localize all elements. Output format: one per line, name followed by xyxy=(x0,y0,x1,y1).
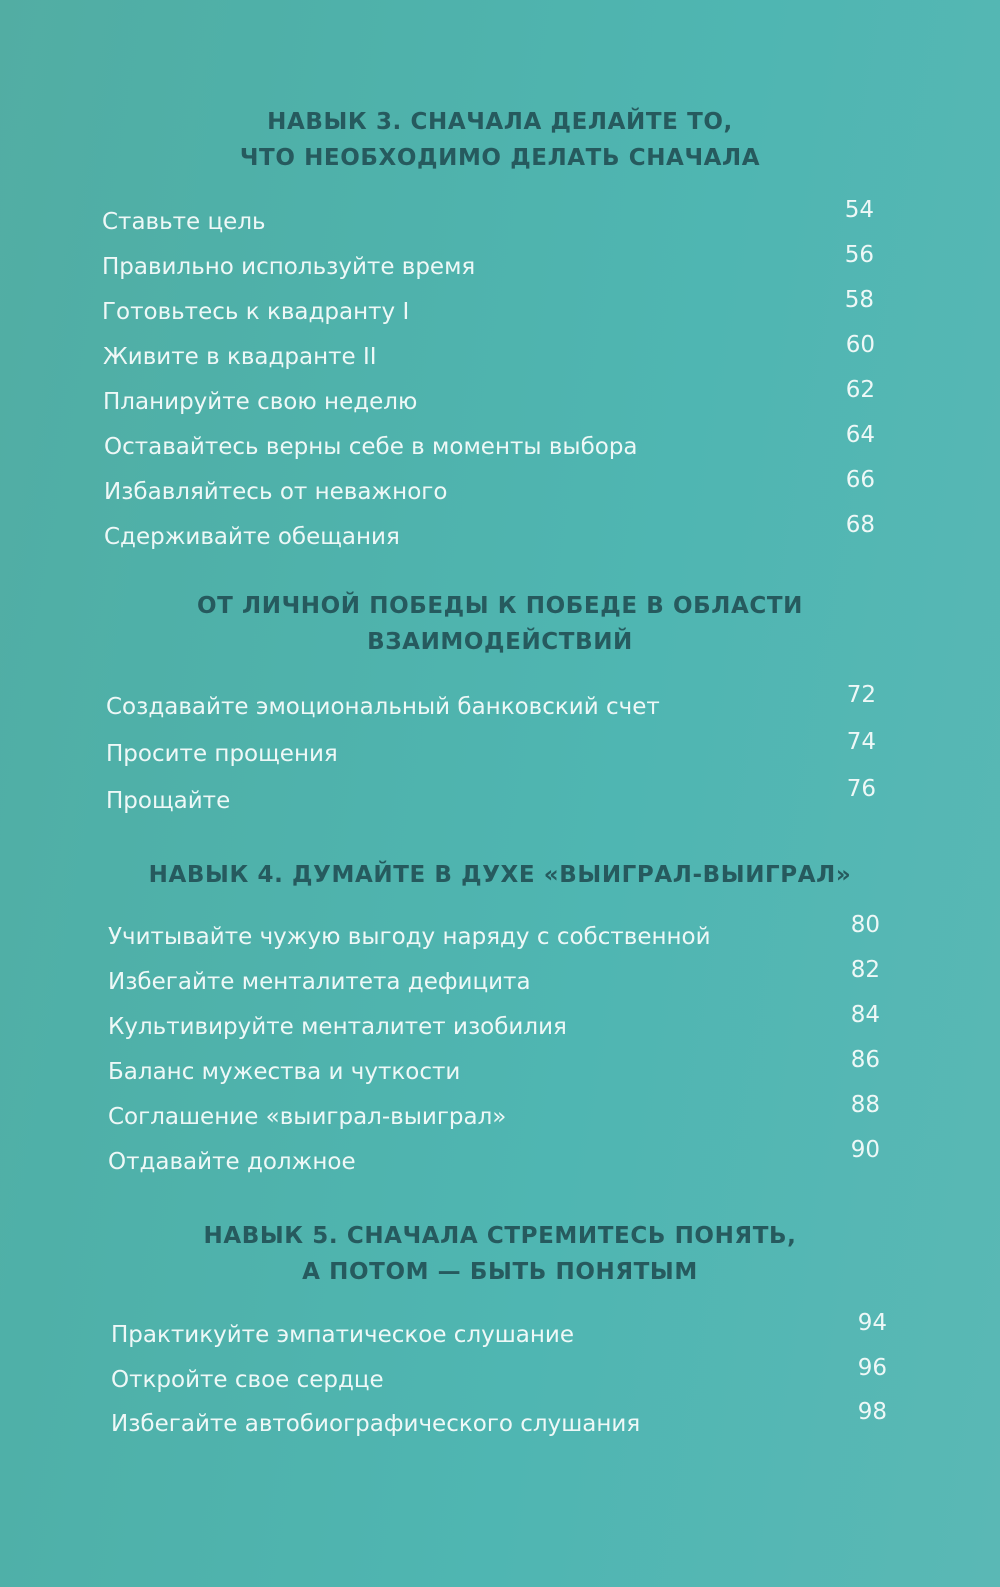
toc-entry-page: 96 xyxy=(857,1355,887,1381)
toc-entry-title: Создавайте эмоциональный банковский счет xyxy=(106,694,660,720)
toc-entry-title: Баланс мужества и чуткости xyxy=(108,1059,461,1085)
toc-entry-title: Практикуйте эмпатическое слушание xyxy=(111,1322,575,1348)
toc-entry-page: 76 xyxy=(846,776,876,802)
section-heading xyxy=(0,1218,1000,1290)
toc-entry-page: 86 xyxy=(850,1047,880,1073)
section-heading xyxy=(0,857,1000,893)
toc-entry-title: Избегайте менталитета дефицита xyxy=(108,969,531,995)
toc-entry[interactable] xyxy=(108,912,880,956)
section-heading xyxy=(0,104,1000,176)
toc-entry[interactable] xyxy=(106,729,876,773)
toc-entry[interactable] xyxy=(106,682,876,726)
toc-entry[interactable] xyxy=(102,242,874,286)
section-heading-line: НАВЫК 3. СНАЧАЛА ДЕЛАЙТЕ ТО, xyxy=(267,109,733,135)
section-heading-line: А ПОТОМ — БЫТЬ ПОНЯТЫМ xyxy=(302,1259,698,1285)
toc-entry[interactable] xyxy=(106,776,876,820)
toc-entry[interactable] xyxy=(108,1092,880,1136)
toc-entry-title: Избавляйтесь от неважного xyxy=(104,479,448,505)
toc-entry[interactable] xyxy=(102,197,874,241)
toc-entry-title: Избегайте автобиографического слушания xyxy=(111,1411,641,1437)
toc-entry-page: 80 xyxy=(850,912,880,938)
toc-entry-title: Правильно используйте время xyxy=(102,254,476,280)
toc-entry-page: 66 xyxy=(845,467,875,493)
toc-entry-page: 74 xyxy=(846,729,876,755)
toc-entry[interactable] xyxy=(111,1310,887,1354)
section-heading-line: ВЗАИМОДЕЙСТВИЙ xyxy=(367,629,633,655)
toc-entry[interactable] xyxy=(108,957,880,1001)
section-heading-line: НАВЫК 5. СНАЧАЛА СТРЕМИТЕСЬ ПОНЯТЬ, xyxy=(203,1223,797,1249)
toc-entry-page: 72 xyxy=(846,682,876,708)
toc-entry-title: Учитывайте чужую выгоду наряду с собственной xyxy=(108,924,711,950)
toc-entry-title: Соглашение «выиграл-выиграл» xyxy=(108,1104,507,1130)
toc-entry[interactable] xyxy=(104,512,875,556)
toc-entry-title: Просите прощения xyxy=(106,741,338,767)
toc-entry-title: Прощайте xyxy=(106,788,231,814)
toc-entry[interactable] xyxy=(104,467,875,511)
toc-entry-page: 90 xyxy=(850,1137,880,1163)
toc-entry[interactable] xyxy=(103,332,875,376)
toc-entry[interactable] xyxy=(108,1137,880,1181)
toc-entry-title: Оставайтесь верны себе в моменты выбора xyxy=(104,434,638,460)
toc-entry-page: 56 xyxy=(844,242,874,268)
toc-entry-title: Планируйте свою неделю xyxy=(103,389,418,415)
toc-entry-page: 54 xyxy=(844,197,874,223)
toc-entry[interactable] xyxy=(111,1399,887,1443)
toc-entry[interactable] xyxy=(111,1355,887,1399)
toc-entry[interactable] xyxy=(108,1047,880,1091)
toc-entry-page: 82 xyxy=(850,957,880,983)
toc-entry-title: Культивируйте менталитет изобилия xyxy=(108,1014,567,1040)
toc-entry-title: Сдерживайте обещания xyxy=(104,524,400,550)
toc-entry-page: 68 xyxy=(845,512,875,538)
toc-entry[interactable] xyxy=(103,377,875,421)
section-heading-line: НАВЫК 4. ДУМАЙТЕ В ДУХЕ «ВЫИГРАЛ-ВЫИГРАЛ» xyxy=(148,862,852,888)
section-heading xyxy=(0,588,1000,660)
toc-entry-page: 98 xyxy=(857,1399,887,1425)
toc-entry-title: Готовьтесь к квадранту I xyxy=(102,299,410,325)
toc-entry-page: 60 xyxy=(845,332,875,358)
toc-entry-page: 58 xyxy=(844,287,874,313)
toc-entry-page: 62 xyxy=(845,377,875,403)
toc-entry-page: 64 xyxy=(845,422,875,448)
toc-entry-title: Ставьте цель xyxy=(102,209,266,235)
toc-entry-title: Отдавайте должное xyxy=(108,1149,356,1175)
toc-entry-title: Откройте свое сердце xyxy=(111,1367,384,1393)
toc-entry-title: Живите в квадранте II xyxy=(103,344,377,370)
toc-entry[interactable] xyxy=(108,1002,880,1046)
toc-entry-page: 94 xyxy=(857,1310,887,1336)
section-heading-line: ЧТО НЕОБХОДИМО ДЕЛАТЬ СНАЧАЛА xyxy=(239,145,761,171)
toc-entry-page: 84 xyxy=(850,1002,880,1028)
toc-entry[interactable] xyxy=(102,287,874,331)
toc-entry-page: 88 xyxy=(850,1092,880,1118)
section-heading-line: ОТ ЛИЧНОЙ ПОБЕДЫ К ПОБЕДЕ В ОБЛАСТИ xyxy=(196,593,803,619)
toc-entry[interactable] xyxy=(104,422,875,466)
